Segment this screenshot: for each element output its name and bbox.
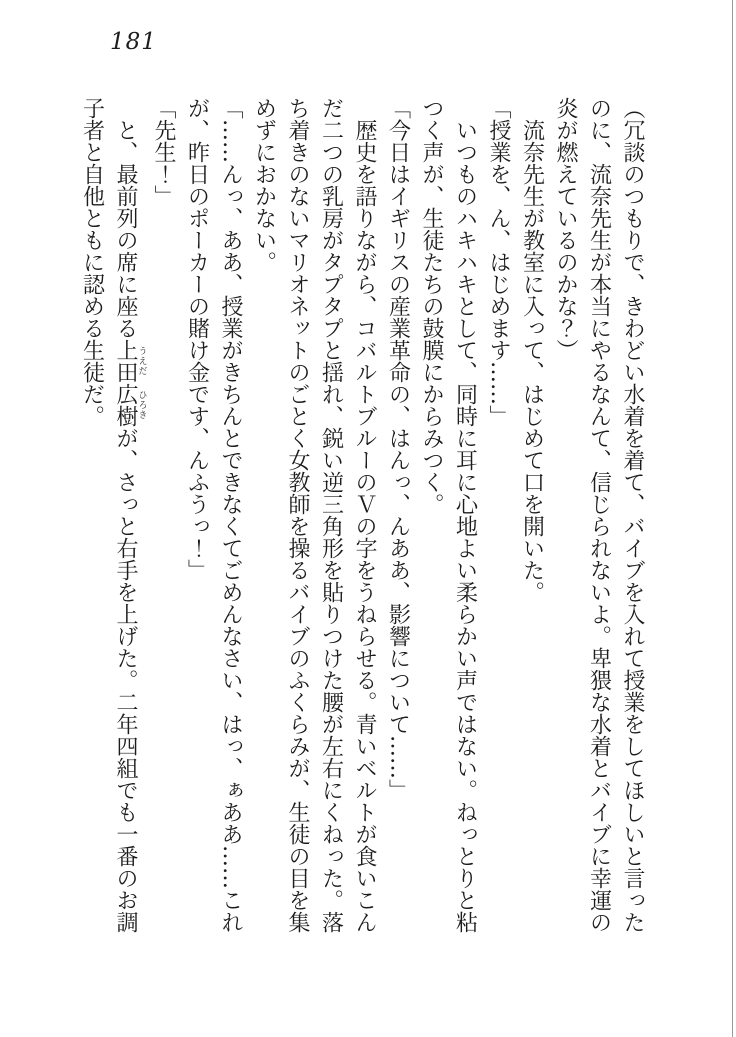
paragraph: 「……んっ、ああ、授業がきちんとできなくてごめんなさい、はっ、ぁああ……これが、昨日のポーカーの賭け金です、んふうっ！」 xyxy=(184,97,243,933)
paragraph: いつものハキハキとして、同時に耳に心地よい柔らかい声ではない。ねっとりと粘つく声が、生徒たちの鼓膜にからみつく。 xyxy=(419,97,478,933)
body-text xyxy=(75,97,649,949)
paragraph: 歴史を語りながら、コバルトブルーのＶの字をうねらせる。青いベルトが食いこんだ二つの乳房がタプタプと揺れ、鋭い逆三角形を貼りつけた腰が左右にくねった。落ち着きのないマリオネットのごとく女教師を操るバイブのふくらみが、生徒の目を集めずにおかない。 xyxy=(251,97,377,933)
paragraph: 「先生！」 xyxy=(151,97,176,207)
paragraph: （冗談のつもりで、きわどい水着を着て、バイブを入れて授業をしてほしいと言ったのに、流奈先生が本当にやるなんて、信じられないよ。卑猥な水着とバイブに幸運の炎が燃えているのかな？） xyxy=(553,97,645,933)
paragraph: 流奈先生が教室に入って、はじめて口を開いた。 xyxy=(519,119,545,603)
ruby-annotated-name: 広樹ひろき xyxy=(113,383,147,427)
paragraph: 「授業を、ん、はじめます……」 xyxy=(486,97,511,427)
page-number: 181 xyxy=(110,29,157,55)
ruby-annotated-name: 上田うえだ xyxy=(113,339,147,383)
paragraph: と、最前列の席に座る上田うえだ広樹ひろきが、さっと右手を上げた。二年四組でも一番のお調子者と自他ともに認める生徒だ。 xyxy=(79,97,147,933)
page-edge-line xyxy=(732,0,733,1037)
paragraph: 「今日はイギリスの産業革命の、はんっ、んああ、影響について……」 xyxy=(385,97,411,801)
